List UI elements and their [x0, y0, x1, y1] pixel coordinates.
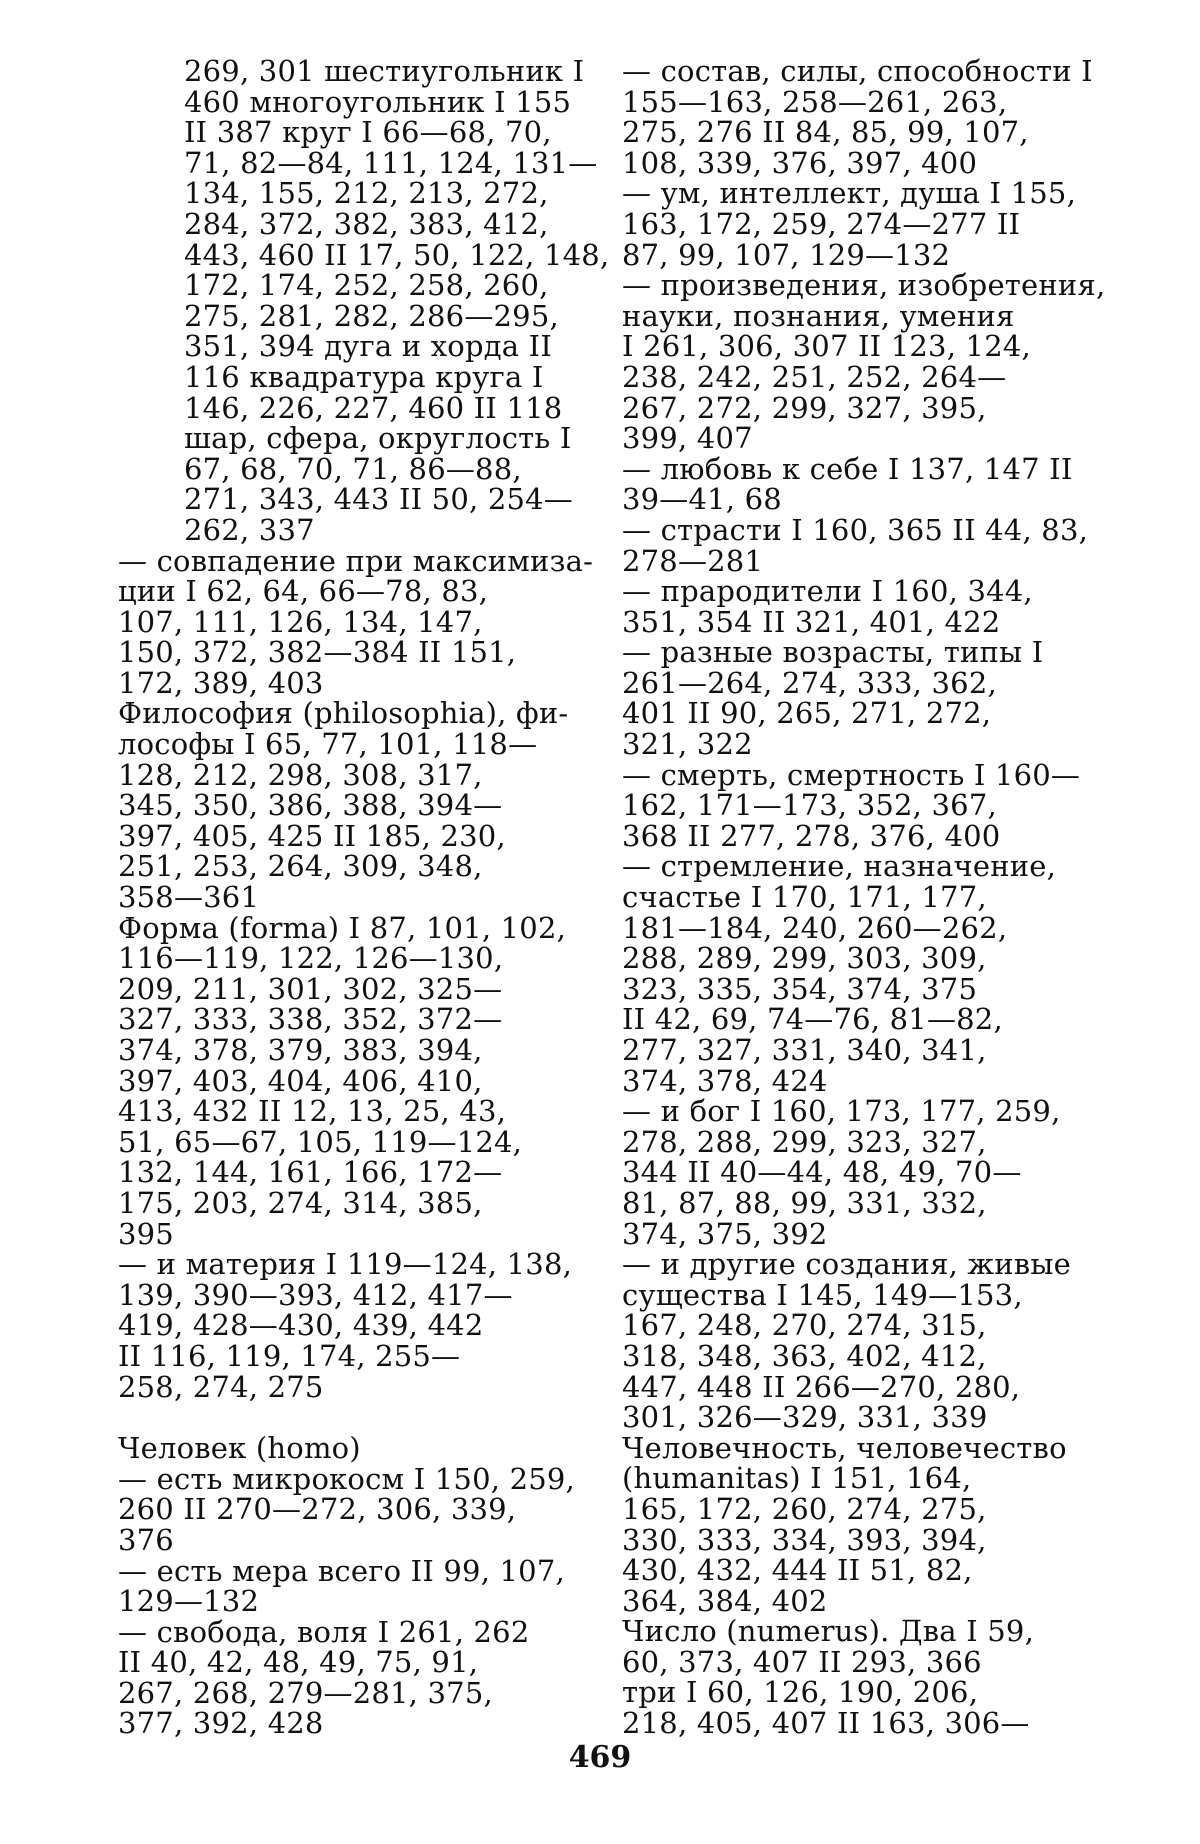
index-line: 51, 65—67, 105, 119—124, — [118, 1124, 523, 1159]
index-line: 399, 407 — [622, 421, 753, 456]
index-line: Философия (philosophia), фи- — [118, 696, 569, 731]
index-line: 301, 326—329, 331, 339 — [622, 1400, 988, 1435]
index-line: 443, 460 II 17, 50, 122, 148, — [184, 237, 610, 272]
index-line: 321, 322 — [622, 727, 753, 762]
index-subentry — [622, 512, 1089, 578]
index-line: 344 II 40—44, 48, 49, 70— — [622, 1155, 1022, 1190]
index-line: 260 II 270—272, 306, 339, — [118, 1492, 517, 1527]
index-line: 278—281 — [622, 543, 764, 578]
index-subentry — [118, 1461, 578, 1557]
index-line: 167, 248, 270, 274, 315, — [622, 1308, 987, 1343]
right-column — [622, 54, 1106, 1741]
index-line: 163, 172, 259, 274—277 II — [622, 206, 1021, 241]
index-line: 397, 403, 404, 406, 410, — [118, 1063, 483, 1098]
index-line: 419, 428—430, 439, 442 — [118, 1308, 484, 1343]
index-subentry — [622, 451, 1077, 517]
index-line: шар, сфера, округлость I — [184, 421, 572, 456]
index-line: 262, 337 — [184, 512, 315, 547]
index-line: Форма (forma) I 87, 101, 102, — [118, 910, 567, 945]
index-line: 447, 448 II 266—270, 280, — [622, 1369, 1021, 1404]
index-line: — свобода, воля I 261, 262 — [118, 1614, 530, 1649]
index-line: 351, 354 II 321, 401, 422 — [622, 604, 1001, 639]
index-line: 376 — [118, 1522, 174, 1557]
index-line: 67, 68, 70, 71, 86—88, — [184, 451, 522, 486]
index-line: Число (numerus). Два I 59, — [622, 1614, 1034, 1649]
index-subentry — [622, 851, 1077, 1096]
index-line: 413, 432 II 12, 13, 25, 43, — [118, 1094, 507, 1129]
index-line: 218, 405, 407 II 163, 306— — [622, 1706, 1030, 1741]
index-line: 401 II 90, 265, 271, 272, — [622, 696, 992, 731]
index-line: 395 — [118, 1216, 174, 1251]
index-line: 330, 333, 334, 393, 394, — [622, 1522, 987, 1557]
index-line: 150, 372, 382—384 II 151, — [118, 635, 517, 670]
index-subentry — [118, 543, 594, 700]
index-line: 238, 242, 251, 252, 264— — [622, 359, 1007, 394]
index-subentry — [622, 54, 1093, 180]
index-line: — есть мера всего II 99, 107, — [118, 1553, 565, 1588]
index-line: 275, 281, 282, 286—295, — [184, 298, 559, 333]
index-line: 327, 333, 338, 352, 372— — [118, 1002, 503, 1037]
index-line: 87, 99, 107, 129—132 — [622, 237, 951, 272]
index-line: 155—163, 258—261, 263, — [622, 84, 1008, 119]
index-line: II 116, 119, 174, 255— — [118, 1338, 461, 1373]
index-line: 39—41, 68 — [622, 482, 782, 517]
index-line: Человечность, человечество — [622, 1430, 1067, 1465]
index-line: 351, 394 дуга и хорда II — [184, 329, 552, 364]
index-line: 430, 432, 444 II 51, 82, — [622, 1553, 973, 1588]
index-line: 460 многоугольник I 155 — [184, 84, 572, 119]
index-line: 318, 348, 363, 402, 412, — [622, 1338, 987, 1373]
index-line: 345, 350, 386, 388, 394— — [118, 788, 503, 823]
index-line: счастье I 170, 171, 177, — [622, 880, 987, 915]
index-line: существа I 145, 149—153, — [622, 1277, 1023, 1312]
index-subentry — [118, 1249, 578, 1402]
index-entry — [118, 1433, 578, 1464]
index-line: II 40, 42, 48, 49, 75, 91, — [118, 1645, 479, 1680]
index-line: 128, 212, 298, 308, 317, — [118, 757, 483, 792]
index-line: 81, 87, 88, 99, 331, 332, — [622, 1185, 987, 1220]
index-line: 146, 226, 227, 460 II 118 — [184, 390, 563, 425]
index-subentry — [622, 757, 1081, 853]
index-line: 278, 288, 299, 323, 327, — [622, 1124, 987, 1159]
index-line: 374, 378, 424 — [622, 1063, 828, 1098]
index-line: 271, 343, 443 II 50, 254— — [184, 482, 573, 517]
index-line: — произведения, изобретения, — [622, 268, 1106, 303]
index-line: 175, 203, 274, 314, 385, — [118, 1185, 483, 1220]
index-entry — [118, 910, 578, 1251]
index-line: 129—132 — [118, 1584, 260, 1619]
index-line: — и другие создания, живые — [622, 1247, 1071, 1282]
index-line: I 261, 306, 307 II 123, 124, — [622, 329, 1031, 364]
index-subentry — [622, 576, 1077, 637]
index-line: 134, 155, 212, 213, 272, — [184, 176, 549, 211]
index-line: 261—264, 274, 333, 362, — [622, 665, 997, 700]
index-line: — и материя I 119—124, 138, — [118, 1247, 573, 1282]
index-entry-continuation — [118, 54, 610, 547]
index-line: 139, 390—393, 412, 417— — [118, 1277, 513, 1312]
index-line: 377, 392, 428 — [118, 1706, 324, 1741]
index-line: 368 II 277, 278, 376, 400 — [622, 818, 1001, 853]
index-line: 258, 274, 275 — [118, 1369, 324, 1404]
index-line: (humanitas) I 151, 164, — [622, 1461, 972, 1496]
index-line: — разные возрасты, типы I — [622, 635, 1044, 670]
left-column — [118, 54, 610, 1741]
index-line: 107, 111, 126, 134, 147, — [118, 604, 483, 639]
index-line: 132, 144, 161, 166, 172— — [118, 1155, 503, 1190]
index-line: II 387 круг I 66—68, 70, — [184, 115, 552, 150]
index-line: — совпадение при максимиза- — [118, 543, 594, 578]
index-subentry — [622, 1096, 1077, 1249]
index-line: — любовь к себе I 137, 147 II — [622, 451, 1073, 486]
index-line: 116 квадратура круга I — [184, 359, 544, 394]
index-subentry — [622, 178, 1077, 270]
index-line: 116—119, 122, 126—130, — [118, 941, 504, 976]
index-line: 181—184, 240, 260—262, — [622, 910, 1008, 945]
index-line: 269, 301 шестиугольник I — [184, 54, 585, 88]
index-line: 108, 339, 376, 397, 400 — [622, 145, 978, 180]
index-line: Человек (homo) — [118, 1431, 361, 1466]
index-line: — состав, силы, способности I — [622, 54, 1093, 88]
index-line: — стремление, назначение, — [622, 849, 1057, 884]
index-line: 209, 211, 301, 302, 325— — [118, 971, 503, 1006]
index-line: 267, 272, 299, 327, 395, — [622, 390, 987, 425]
index-line: три I 60, 126, 190, 206, — [622, 1675, 979, 1710]
index-line: 397, 405, 425 II 185, 230, — [118, 818, 506, 853]
index-line: 374, 375, 392 — [622, 1216, 828, 1251]
index-line: 165, 172, 260, 274, 275, — [622, 1491, 987, 1526]
index-subentry — [622, 1249, 1077, 1433]
index-subentry — [118, 1614, 578, 1741]
index-line: ции I 62, 64, 66—78, 83, — [118, 574, 489, 609]
index-line: II 42, 69, 74—76, 81—82, — [622, 1002, 1003, 1037]
index-line: науки, познания, умения — [622, 298, 1015, 333]
index-line: — прародители I 160, 344, — [622, 574, 1033, 609]
index-line: 288, 289, 299, 303, 309, — [622, 941, 987, 976]
index-line: 323, 335, 354, 374, 375 — [622, 971, 978, 1006]
index-line: 172, 174, 252, 258, 260, — [184, 268, 549, 303]
index-line: 358—361 — [118, 880, 260, 915]
index-line: 251, 253, 264, 309, 348, — [118, 849, 483, 884]
index-line: — есть микрокосм I 150, 259, — [118, 1461, 575, 1496]
index-line: 172, 389, 403 — [118, 665, 324, 700]
index-subentry — [622, 268, 1106, 456]
index-line: — ум, интеллект, душа I 155, — [622, 176, 1076, 211]
index-entry — [622, 1430, 1077, 1618]
index-line: 60, 373, 407 II 293, 366 — [622, 1644, 982, 1679]
index-line: 364, 384, 402 — [622, 1583, 828, 1618]
index-subentry — [622, 635, 1077, 762]
index-line: лософы I 65, 77, 101, 118— — [118, 727, 538, 762]
index-line: — смерть, смертность I 160— — [622, 757, 1081, 792]
index-line: 267, 268, 279—281, 375, — [118, 1675, 493, 1710]
index-line: 284, 372, 382, 383, 412, — [184, 206, 549, 241]
index-line: 162, 171—173, 352, 367, — [622, 788, 997, 823]
page-number: 469 — [568, 1740, 632, 1775]
index-line: 277, 327, 331, 340, 341, — [622, 1033, 987, 1067]
index-entry — [118, 696, 578, 915]
index-line: 71, 82—84, 111, 124, 131— — [184, 145, 598, 180]
index-subentry — [118, 1553, 578, 1619]
index-line: — и бог I 160, 173, 177, 259, — [622, 1094, 1061, 1129]
index-line: 374, 378, 379, 383, 394, — [118, 1033, 483, 1067]
index-entry — [622, 1614, 1077, 1741]
index-line: 275, 276 II 84, 85, 99, 107, — [622, 115, 1029, 150]
index-line: — страсти I 160, 365 II 44, 83, — [622, 512, 1089, 547]
